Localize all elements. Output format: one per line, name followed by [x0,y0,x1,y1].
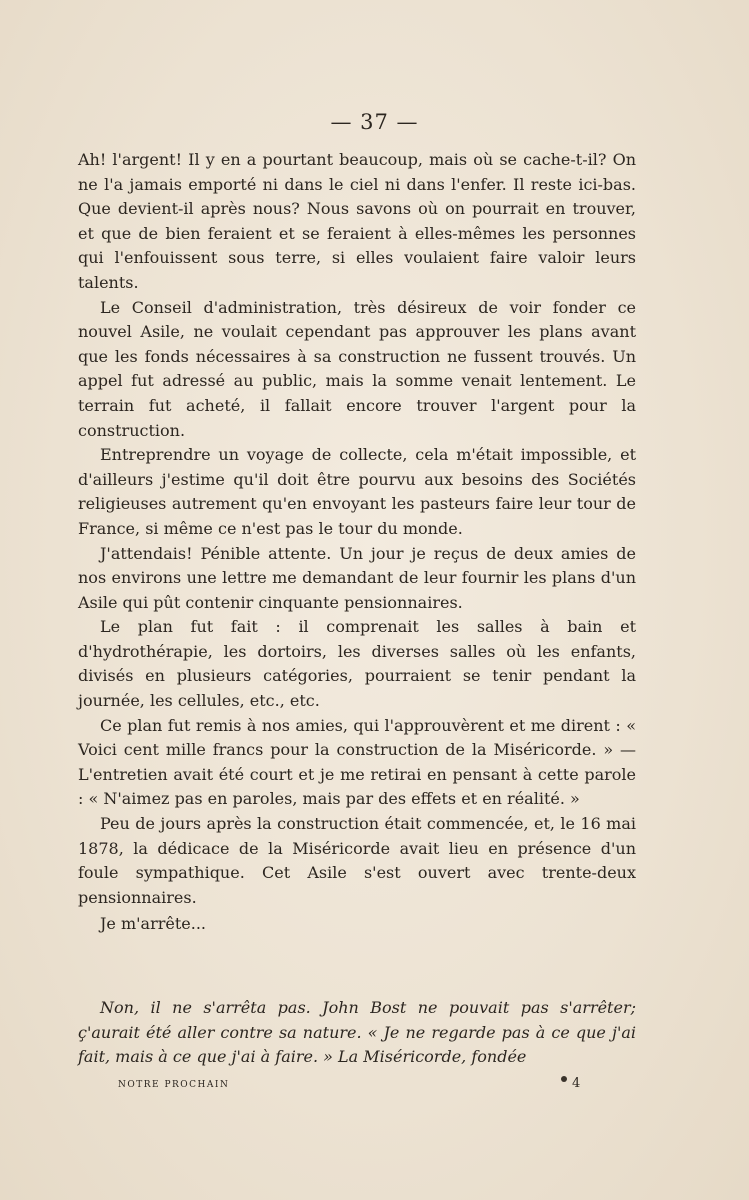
paragraph: Entreprendre un voyage de collecte, cela m'était impossible, et d'ailleurs j'estime qu'il doit être pourvu aux besoins des Sociétés religieuses autrement qu'en envoyant les pasteurs faire leur tour de France, si même ce n'est pas le tour du monde. [78,445,636,538]
paragraph: Ce plan fut remis à nos amies, qui l'approuvèrent et me dirent : « Voici cent mille francs pour la construction de la Miséricorde. » — L'entretien avait été court et je me retirai en pensant à cette parole : « N'aimez pas en paroles, mais par des effets et en réalité. » [78,715,636,809]
sheet-number: 4 [572,1076,581,1091]
paragraph: Peu de jours après la construction était commencée, et, le 16 mai 1878, la dédicace de la Miséricorde avait lieu en présence d'un foule sympathique. Cet Asile s'est ouvert avec trente-deux pensionnaires. [78,814,636,907]
paragraph: Le Conseil d'administration, très désireux de voir fonder ce nouvel Asile, ne voulait cependant pas approuver les plans avant que les fonds nécessaires à sa construction ne fussent trouvés. Un appel fut adressé au public, mais la somme venait lentement. Le terrain fut acheté, il fallait encore trouver l'argent pour la construction. [78,297,636,440]
closing-paragraph: Non, il ne s'arrêta pas. John Bost ne pouvait pas s'arrêter; ç'aurait été aller contre sa nature. « Je ne regarde pas à ce que j'ai fait, mais à ce que j'ai à faire. » La Miséricorde, fondée [78,998,636,1066]
paragraph: Je m'arrête... [100,914,206,934]
paragraph: Le plan fut fait : il comprenait les salles à bain et d'hydrothérapie, les dortoirs, les diverses salles où les enfants, divisés en plusieurs catégories, pourraient se tenir pendant la journée, les cellules, etc., etc. [78,617,636,711]
paragraph: J'attendais! Pénible attente. Un jour je reçus de deux amies de nos environs une lettre me demandant de leur fournir les plans d'un Asile qui pût contenir cinquante pensionnaires. [78,543,636,612]
signature-mark: NOTRE PROCHAIN [118,1080,230,1090]
page-number: — 37 — [330,110,419,134]
paragraph: Ah! l'argent! Il y en a pourtant beaucoup, mais où se cache-t-il? On ne l'a jamais emporté ni dans le ciel ni dans l'enfer. Il reste ici-bas. Que devient-il après nous? Nous savons où on pourrait en trouver, et que de bien feraient et se feraient à elles-mêmes les personnes qui l'enfouissent sous terre, si elles voulaient faire valoir leurs talents. [78,150,636,292]
body-text [78,148,636,937]
